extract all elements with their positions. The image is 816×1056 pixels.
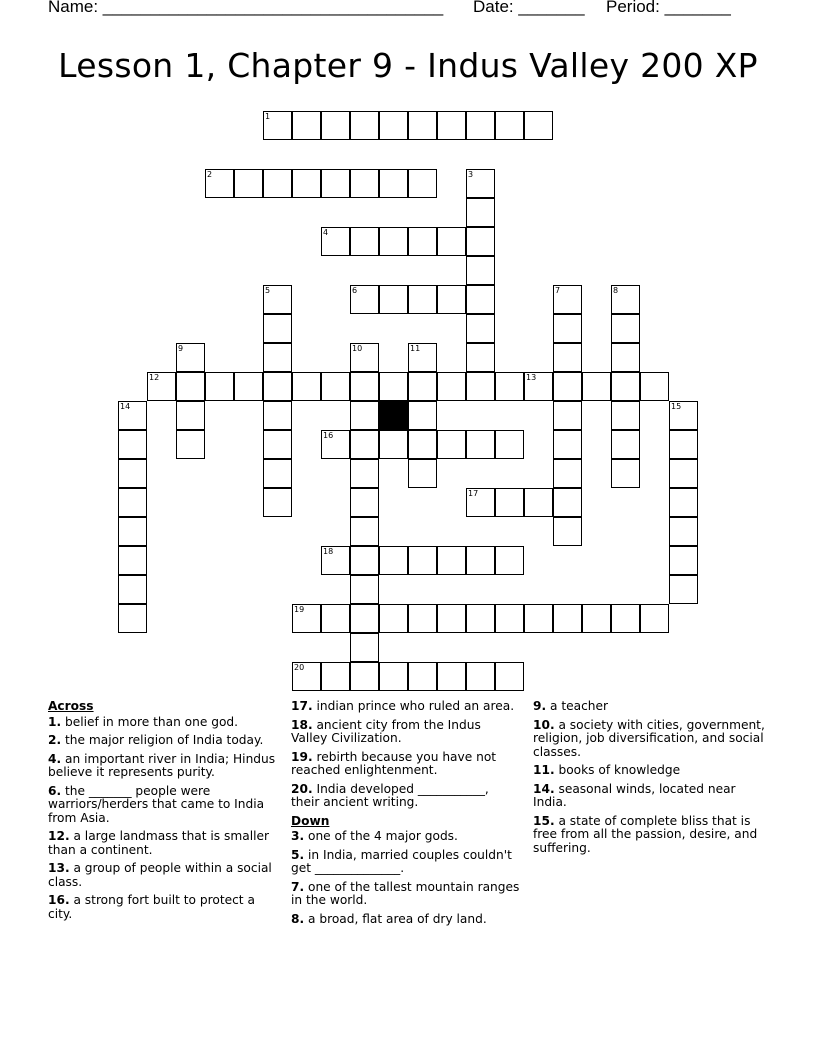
grid-square[interactable] xyxy=(408,430,437,459)
grid-square[interactable] xyxy=(495,430,524,459)
clue-across-19: 19. rebirth because you have not reached enlightenment. xyxy=(291,749,497,777)
grid-square[interactable] xyxy=(263,459,292,488)
grid-square[interactable] xyxy=(553,459,582,488)
page-title: Lesson 1, Chapter 9 - Indus Valley 200 XP xyxy=(58,46,758,85)
grid-square[interactable] xyxy=(669,459,698,488)
grid-square[interactable] xyxy=(524,488,553,517)
clue-number: 16 xyxy=(323,431,334,440)
clue-number: 10 xyxy=(352,344,363,353)
grid-square[interactable] xyxy=(321,169,350,198)
grid-square[interactable] xyxy=(466,111,495,140)
grid-square[interactable] xyxy=(495,111,524,140)
grid-square[interactable] xyxy=(495,488,524,517)
grid-square[interactable] xyxy=(147,372,176,401)
grid-square[interactable] xyxy=(263,285,292,314)
grid-square[interactable] xyxy=(292,169,321,198)
grid-square[interactable] xyxy=(466,314,495,343)
grid-square[interactable] xyxy=(611,604,640,633)
grid-square[interactable] xyxy=(118,401,147,430)
clues-column-3 xyxy=(533,700,768,860)
grid-square[interactable] xyxy=(669,401,698,430)
grid-square[interactable] xyxy=(495,662,524,691)
grid-square[interactable] xyxy=(350,662,379,691)
across-heading: Across xyxy=(48,699,94,713)
grid-square[interactable] xyxy=(321,111,350,140)
clue-number: 5 xyxy=(265,286,271,295)
grid-square[interactable] xyxy=(611,459,640,488)
clue-across-2: 2. the major religion of India today. xyxy=(48,733,264,747)
clue-across-13: 13. a group of people within a social class. xyxy=(48,861,272,889)
grid-square[interactable] xyxy=(379,430,408,459)
grid-square[interactable] xyxy=(437,430,466,459)
grid-square[interactable] xyxy=(669,488,698,517)
grid-square[interactable] xyxy=(466,256,495,285)
grid-square[interactable] xyxy=(176,343,205,372)
grid-square[interactable] xyxy=(553,517,582,546)
grid-square[interactable] xyxy=(321,662,350,691)
grid-square[interactable] xyxy=(118,459,147,488)
grid-square[interactable] xyxy=(292,111,321,140)
clue-number: 13 xyxy=(526,373,537,382)
clue-down-11: 11. books of knowledge xyxy=(533,763,681,777)
grid-square[interactable] xyxy=(263,488,292,517)
clue-number: 19 xyxy=(294,605,305,614)
grid-square[interactable] xyxy=(321,604,350,633)
grid-square[interactable] xyxy=(379,372,408,401)
grid-square[interactable] xyxy=(466,169,495,198)
grid-square[interactable] xyxy=(437,372,466,401)
grid-square[interactable] xyxy=(350,285,379,314)
grid-square[interactable] xyxy=(379,662,408,691)
clue-number: 15 xyxy=(671,402,682,411)
grid-square[interactable] xyxy=(466,604,495,633)
grid-square[interactable] xyxy=(263,169,292,198)
grid-square[interactable] xyxy=(611,343,640,372)
grid-square[interactable] xyxy=(466,343,495,372)
grid-square[interactable] xyxy=(524,372,553,401)
clue-down-10: 10. a society with cities, government, religion, job diversification, and social classes. xyxy=(533,717,765,759)
grid-square[interactable] xyxy=(263,401,292,430)
grid-square[interactable] xyxy=(118,488,147,517)
grid-square[interactable] xyxy=(553,488,582,517)
grid-square[interactable] xyxy=(669,517,698,546)
grid-square[interactable] xyxy=(350,169,379,198)
grid-square[interactable] xyxy=(118,604,147,633)
grid-square[interactable] xyxy=(379,169,408,198)
grid-square[interactable] xyxy=(234,372,263,401)
clue-number: 20 xyxy=(294,663,305,672)
grid-square[interactable] xyxy=(466,546,495,575)
grid-square[interactable] xyxy=(640,604,669,633)
grid-square[interactable] xyxy=(408,372,437,401)
grid-square[interactable] xyxy=(524,604,553,633)
clue-down-7: 7. one of the tallest mountain ranges in the world. xyxy=(291,879,520,907)
grid-square[interactable] xyxy=(553,343,582,372)
clue-number: 7 xyxy=(555,286,561,295)
grid-square[interactable] xyxy=(350,517,379,546)
clue-number: 11 xyxy=(410,344,421,353)
grid-square[interactable] xyxy=(466,372,495,401)
grid-square[interactable] xyxy=(495,604,524,633)
clue-number: 9 xyxy=(178,344,184,353)
clue-number: 3 xyxy=(468,170,474,179)
grid-square[interactable] xyxy=(263,430,292,459)
grid-square[interactable] xyxy=(524,111,553,140)
clue-number: 17 xyxy=(468,489,479,498)
grid-square[interactable] xyxy=(205,372,234,401)
grid-square[interactable] xyxy=(437,111,466,140)
grid-square[interactable] xyxy=(118,575,147,604)
clues-column-1 xyxy=(48,700,280,926)
grid-square[interactable] xyxy=(350,430,379,459)
grid-square[interactable] xyxy=(582,372,611,401)
grid-square[interactable] xyxy=(408,227,437,256)
grid-square[interactable] xyxy=(495,372,524,401)
clue-number: 12 xyxy=(149,373,160,382)
grid-square[interactable] xyxy=(350,546,379,575)
grid-square[interactable] xyxy=(437,285,466,314)
grid-square[interactable] xyxy=(408,604,437,633)
grid-square[interactable] xyxy=(350,227,379,256)
down-heading: Down xyxy=(291,813,330,828)
clue-across-18: 18. ancient city from the Indus Valley Civilization. xyxy=(291,717,481,745)
grid-square[interactable] xyxy=(350,401,379,430)
grid-square[interactable] xyxy=(321,227,350,256)
grid-square[interactable] xyxy=(437,546,466,575)
clue-number: 18 xyxy=(323,547,334,556)
grid-square[interactable] xyxy=(263,314,292,343)
grid-square[interactable] xyxy=(437,662,466,691)
grid-square[interactable] xyxy=(350,343,379,372)
grid-square[interactable] xyxy=(669,546,698,575)
grid-square[interactable] xyxy=(408,343,437,372)
clue-across-4: 4. an important river in India; Hindus believe it represents purity. xyxy=(48,751,276,779)
clue-number: 8 xyxy=(613,286,619,295)
grid-square[interactable] xyxy=(350,488,379,517)
grid-square[interactable] xyxy=(350,575,379,604)
grid-square[interactable] xyxy=(176,430,205,459)
clue-number: 1 xyxy=(265,112,271,121)
grid-square[interactable] xyxy=(263,372,292,401)
clue-across-20: 20. India developed ___________, their ancient writing. xyxy=(291,781,489,809)
grid-square[interactable] xyxy=(408,459,437,488)
clue-down-5: 5. in India, married couples couldn't get ______________. xyxy=(291,847,512,875)
grid-square[interactable] xyxy=(379,111,408,140)
grid-square[interactable] xyxy=(292,372,321,401)
grid-square[interactable] xyxy=(350,604,379,633)
grid-square[interactable] xyxy=(379,604,408,633)
grid-square[interactable] xyxy=(582,604,611,633)
grid-square[interactable] xyxy=(611,401,640,430)
grid-square[interactable] xyxy=(176,401,205,430)
grid-square[interactable] xyxy=(205,169,234,198)
blocked-square xyxy=(379,401,408,430)
grid-square[interactable] xyxy=(611,314,640,343)
grid-square[interactable] xyxy=(408,662,437,691)
clue-down-8: 8. a broad, flat area of dry land. xyxy=(291,911,487,926)
grid-square[interactable] xyxy=(350,111,379,140)
grid-square[interactable] xyxy=(263,343,292,372)
name-field: Name: ____________________________________ xyxy=(48,0,444,16)
grid-square[interactable] xyxy=(466,662,495,691)
grid-square[interactable] xyxy=(292,604,321,633)
grid-square[interactable] xyxy=(553,372,582,401)
grid-square[interactable] xyxy=(118,430,147,459)
grid-square[interactable] xyxy=(669,430,698,459)
grid-square[interactable] xyxy=(379,285,408,314)
grid-square[interactable] xyxy=(350,633,379,662)
grid-square[interactable] xyxy=(611,285,640,314)
grid-square[interactable] xyxy=(466,488,495,517)
grid-square[interactable] xyxy=(118,546,147,575)
grid-square[interactable] xyxy=(176,372,205,401)
grid-square[interactable] xyxy=(321,546,350,575)
grid-square[interactable] xyxy=(292,662,321,691)
grid-square[interactable] xyxy=(611,372,640,401)
clue-across-12: 12. a large landmass that is smaller than a continent. xyxy=(48,829,270,857)
grid-square[interactable] xyxy=(466,430,495,459)
clue-down-15: 15. a state of complete bliss that is free from all the passion, desire, and suffering. xyxy=(533,813,758,855)
grid-square[interactable] xyxy=(263,111,292,140)
clue-across-16: 16. a strong fort built to protect a city. xyxy=(48,893,255,921)
grid-square[interactable] xyxy=(350,459,379,488)
clue-number: 14 xyxy=(120,402,131,411)
grid-square[interactable] xyxy=(466,285,495,314)
grid-square[interactable] xyxy=(379,227,408,256)
clue-across-1: 1. belief in more than one god. xyxy=(48,714,239,729)
clue-down-9: 9. a teacher xyxy=(533,699,609,713)
grid-square[interactable] xyxy=(437,604,466,633)
grid-square[interactable] xyxy=(408,169,437,198)
grid-square[interactable] xyxy=(553,430,582,459)
grid-square[interactable] xyxy=(408,111,437,140)
clue-number: 2 xyxy=(207,170,213,179)
grid-square[interactable] xyxy=(611,430,640,459)
grid-square[interactable] xyxy=(553,401,582,430)
clue-across-17: 17. indian prince who ruled an area. xyxy=(291,699,515,713)
grid-square[interactable] xyxy=(350,372,379,401)
grid-square[interactable] xyxy=(118,517,147,546)
clue-down-3: 3. one of the 4 major gods. xyxy=(291,829,458,843)
grid-square[interactable] xyxy=(640,372,669,401)
grid-square[interactable] xyxy=(553,314,582,343)
grid-square[interactable] xyxy=(321,372,350,401)
grid-square[interactable] xyxy=(437,227,466,256)
grid-square[interactable] xyxy=(234,169,263,198)
clue-down-14: 14. seasonal winds, located near India. xyxy=(533,781,736,809)
grid-square[interactable] xyxy=(466,198,495,227)
grid-square[interactable] xyxy=(553,604,582,633)
grid-square[interactable] xyxy=(408,401,437,430)
grid-square[interactable] xyxy=(408,546,437,575)
date-field: Date: _______ xyxy=(473,0,585,16)
grid-square[interactable] xyxy=(553,285,582,314)
clue-across-6: 6. the _______ people were warriors/herders that came to India from Asia. xyxy=(48,783,265,825)
clues-column-2 xyxy=(291,700,521,931)
clue-number: 6 xyxy=(352,286,358,295)
grid-square[interactable] xyxy=(495,546,524,575)
grid-square[interactable] xyxy=(669,575,698,604)
period-field: Period: _______ xyxy=(606,0,731,16)
grid-square[interactable] xyxy=(408,285,437,314)
grid-square[interactable] xyxy=(321,430,350,459)
grid-square[interactable] xyxy=(466,227,495,256)
clue-number: 4 xyxy=(323,228,329,237)
grid-square[interactable] xyxy=(379,546,408,575)
